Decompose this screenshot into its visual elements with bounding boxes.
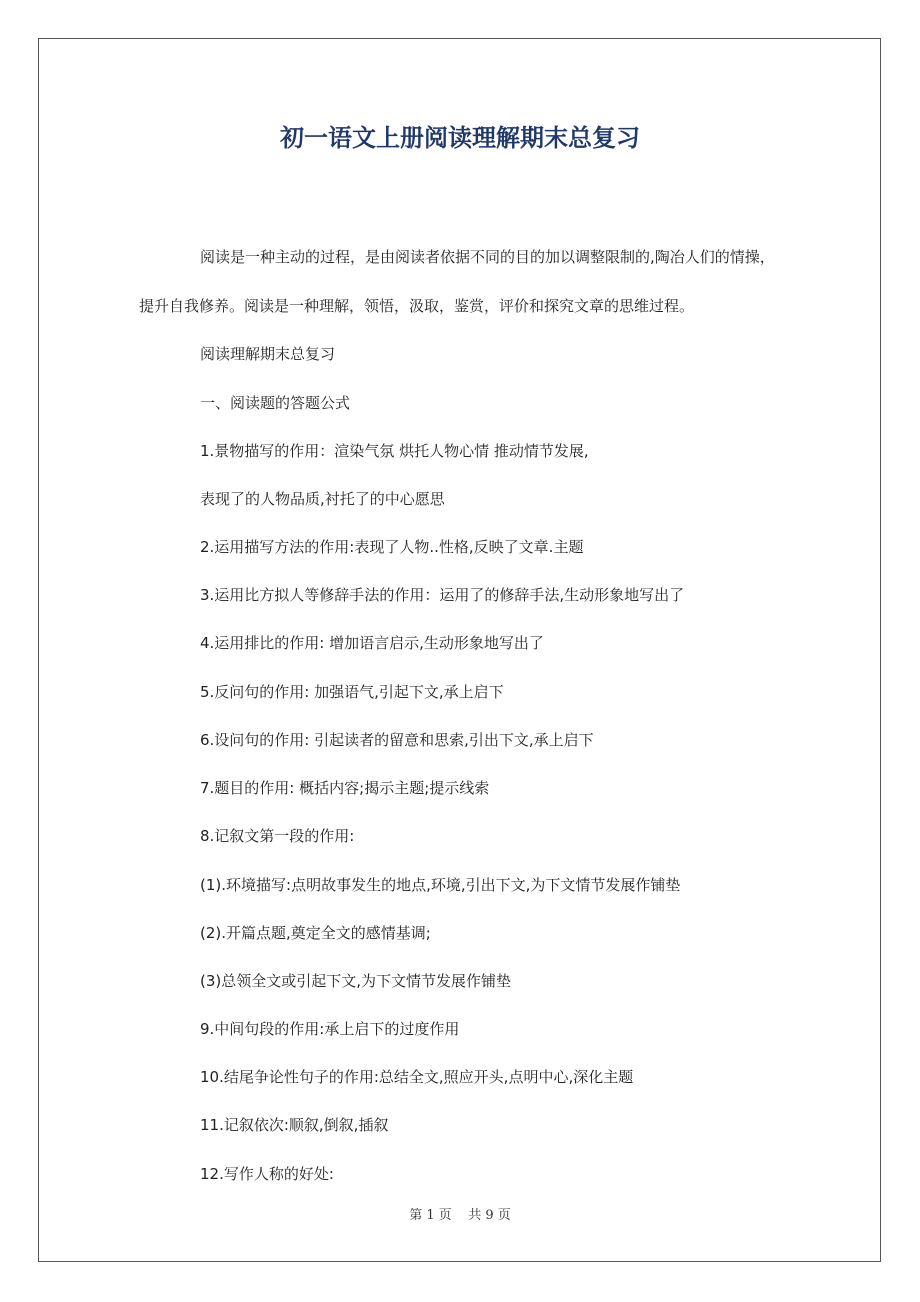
list-item: 10.结尾争论性句子的作用:总结全文,照应开头,点明中心,深化主题: [200, 1068, 634, 1086]
list-item: (1).环境描写:点明故事发生的地点,环境,引出下文,为下文情节发展作铺垫: [200, 876, 681, 894]
list-item: (2).开篇点题,奠定全文的感情基调;: [200, 924, 431, 942]
list-item: (3)总领全文或引起下文,为下文情节发展作铺垫: [200, 972, 512, 990]
list-item: 6.设问句的作用: 引起读者的留意和思索,引出下文,承上启下: [200, 731, 594, 749]
list-item: 表现了的人物品质,衬托了的中心愿思: [200, 490, 445, 508]
document-title: 初一语文上册阅读理解期末总复习: [280, 124, 640, 152]
list-item: 4.运用排比的作用: 增加语言启示,生动形象地写出了: [200, 634, 544, 652]
page-number: 第 1 页 共 9 页: [409, 1208, 511, 1223]
subsection-heading: 一、阅读题的答题公式: [200, 394, 351, 412]
intro-paragraph-line-2: 提升自我修养。阅读是一种理解，领悟，汲取，鉴赏，评价和探究文章的思维过程。: [139, 297, 695, 315]
list-item: 8.记叙文第一段的作用:: [200, 827, 355, 845]
intro-paragraph-line-1: 阅读是一种主动的过程，是由阅读者依据不同的目的加以调整限制的,陶冶人们的情操，: [200, 248, 775, 266]
list-item: 3.运用比方拟人等修辞手法的作用：运用了的修辞手法,生动形象地写出了: [200, 586, 685, 604]
list-item: 7.题目的作用: 概括内容;揭示主题;提示线索: [200, 779, 490, 797]
list-item: 11.记叙依次:顺叙,倒叙,插叙: [200, 1116, 389, 1134]
section-heading: 阅读理解期末总复习: [200, 345, 336, 363]
list-item: 5.反问句的作用: 加强语气,引起下文,承上启下: [200, 683, 504, 701]
list-item: 2.运用描写方法的作用:表现了人物..性格,反映了文章.主题: [200, 538, 584, 556]
list-item: 1.景物描写的作用：渲染气氛 烘托人物心情 推动情节发展,: [200, 442, 589, 460]
list-item: 12.写作人称的好处:: [200, 1165, 334, 1183]
list-item: 9.中间句段的作用:承上启下的过度作用: [200, 1020, 460, 1038]
